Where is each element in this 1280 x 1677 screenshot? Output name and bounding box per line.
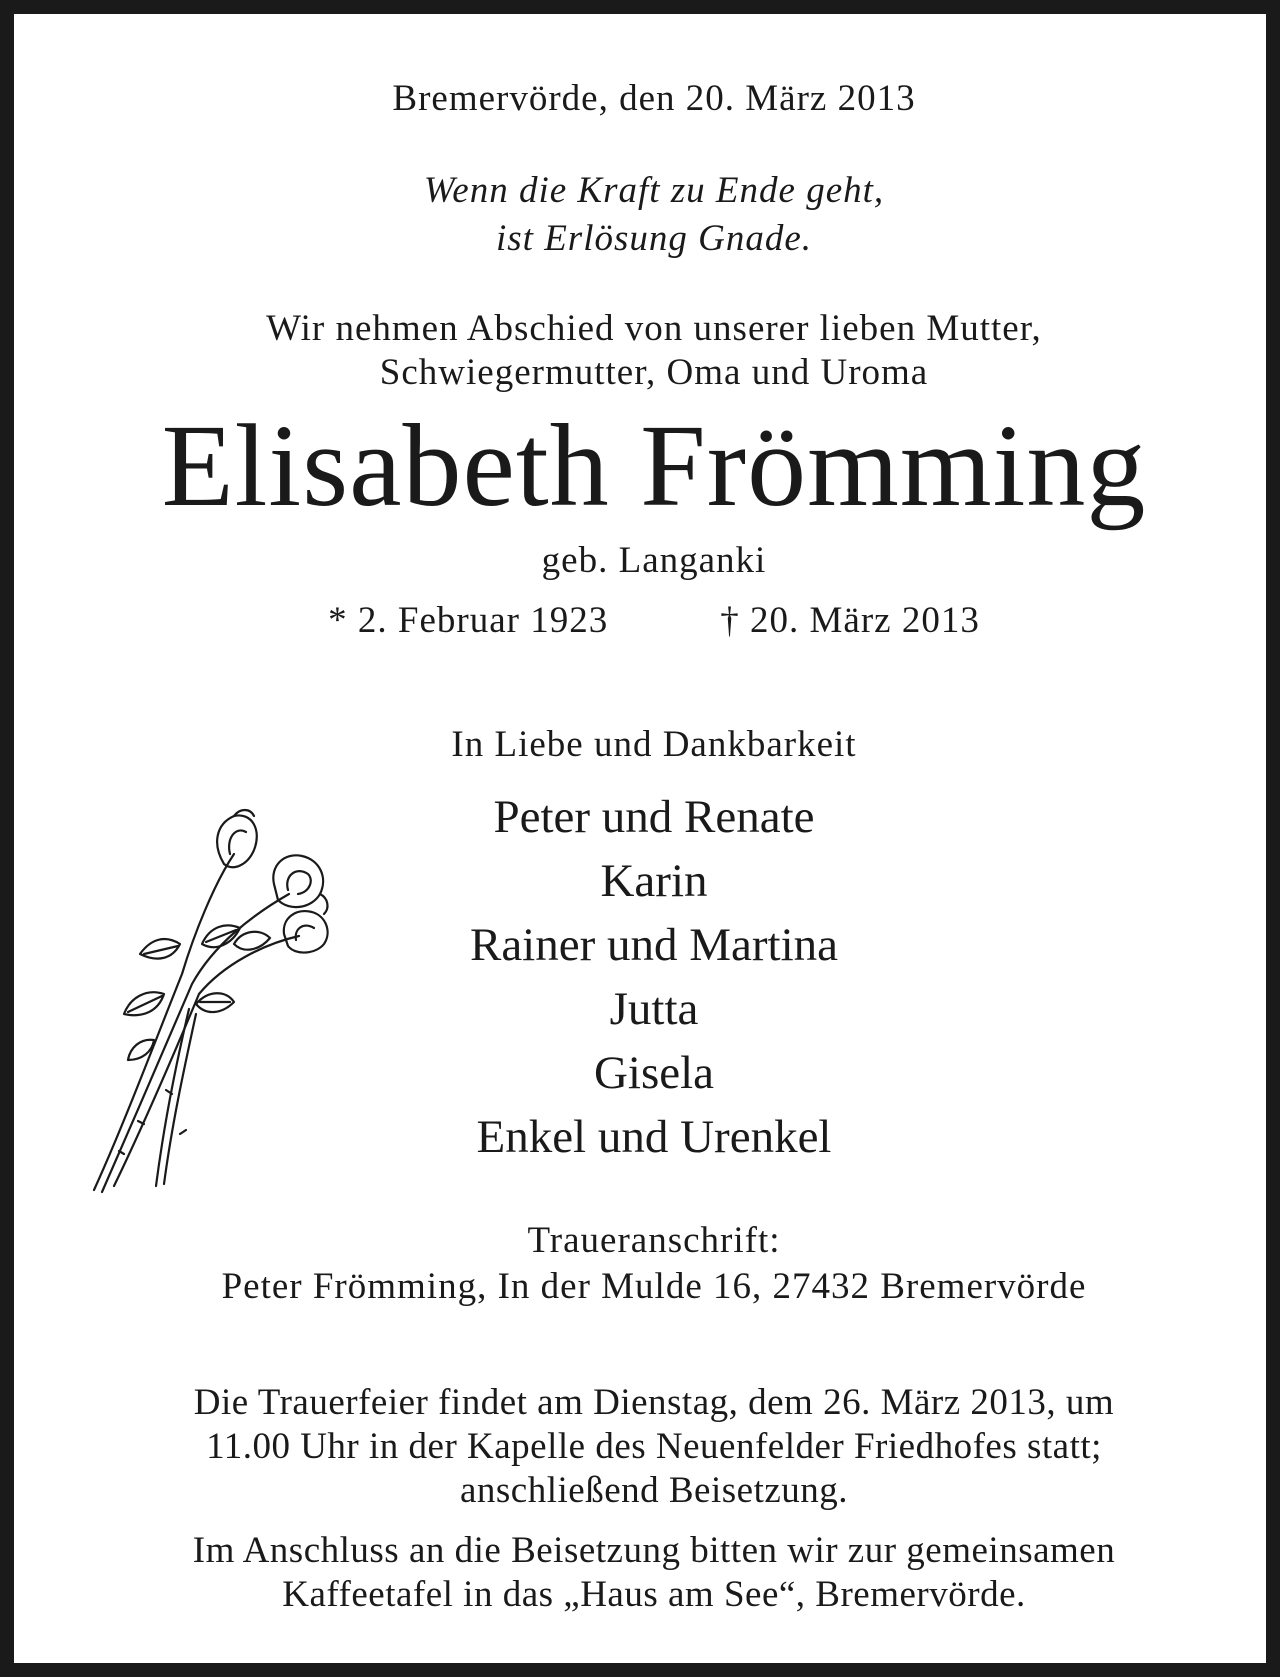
life-dates bbox=[28, 602, 1280, 639]
reception-line-1: Im Anschluss an die Beisetzung bitten wir zur gemeinsamen bbox=[192, 1530, 1116, 1571]
intro-line-1: Wir nehmen Abschied von unserer lieben Mutter, bbox=[266, 308, 1042, 349]
service-line-3: anschließend Beisetzung. bbox=[459, 1470, 849, 1511]
reception-line-2: Kaffeetafel in das „Haus am See“, Bremervörde. bbox=[282, 1574, 1026, 1615]
death-date: † 20. März 2013 bbox=[720, 600, 980, 641]
mourner-3: Rainer und Martina bbox=[469, 919, 839, 971]
maiden-name: geb. Langanki bbox=[541, 540, 767, 581]
verse-line-1: Wenn die Kraft zu Ende geht, bbox=[423, 170, 885, 211]
mourner-6: Enkel und Urenkel bbox=[476, 1111, 832, 1163]
address-label: Traueranschrift: bbox=[527, 1220, 781, 1261]
service-line-1: Die Trauerfeier findet am Dienstag, dem 26. März 2013, um bbox=[193, 1382, 1115, 1423]
birth-date: * 2. Februar 1923 bbox=[328, 600, 609, 641]
service-line-2: 11.00 Uhr in der Kapelle des Neuenfelder Friedhofes statt; bbox=[206, 1426, 1102, 1467]
intro-line-2: Schwiegermutter, Oma und Uroma bbox=[379, 352, 929, 393]
mourner-5: Gisela bbox=[593, 1047, 715, 1099]
mourner-4: Jutta bbox=[609, 983, 699, 1035]
deceased-name: Elisabeth Frömming bbox=[161, 400, 1147, 531]
closing-phrase: In Liebe und Dankbarkeit bbox=[451, 724, 857, 765]
place-date: Bremervörde, den 20. März 2013 bbox=[392, 78, 916, 119]
verse-line-2: ist Erlösung Gnade. bbox=[495, 218, 813, 259]
mourner-2: Karin bbox=[600, 855, 708, 907]
mourner-1: Peter und Renate bbox=[493, 791, 815, 843]
mourning-address: Peter Frömming, In der Mulde 16, 27432 Bremervörde bbox=[221, 1266, 1087, 1307]
